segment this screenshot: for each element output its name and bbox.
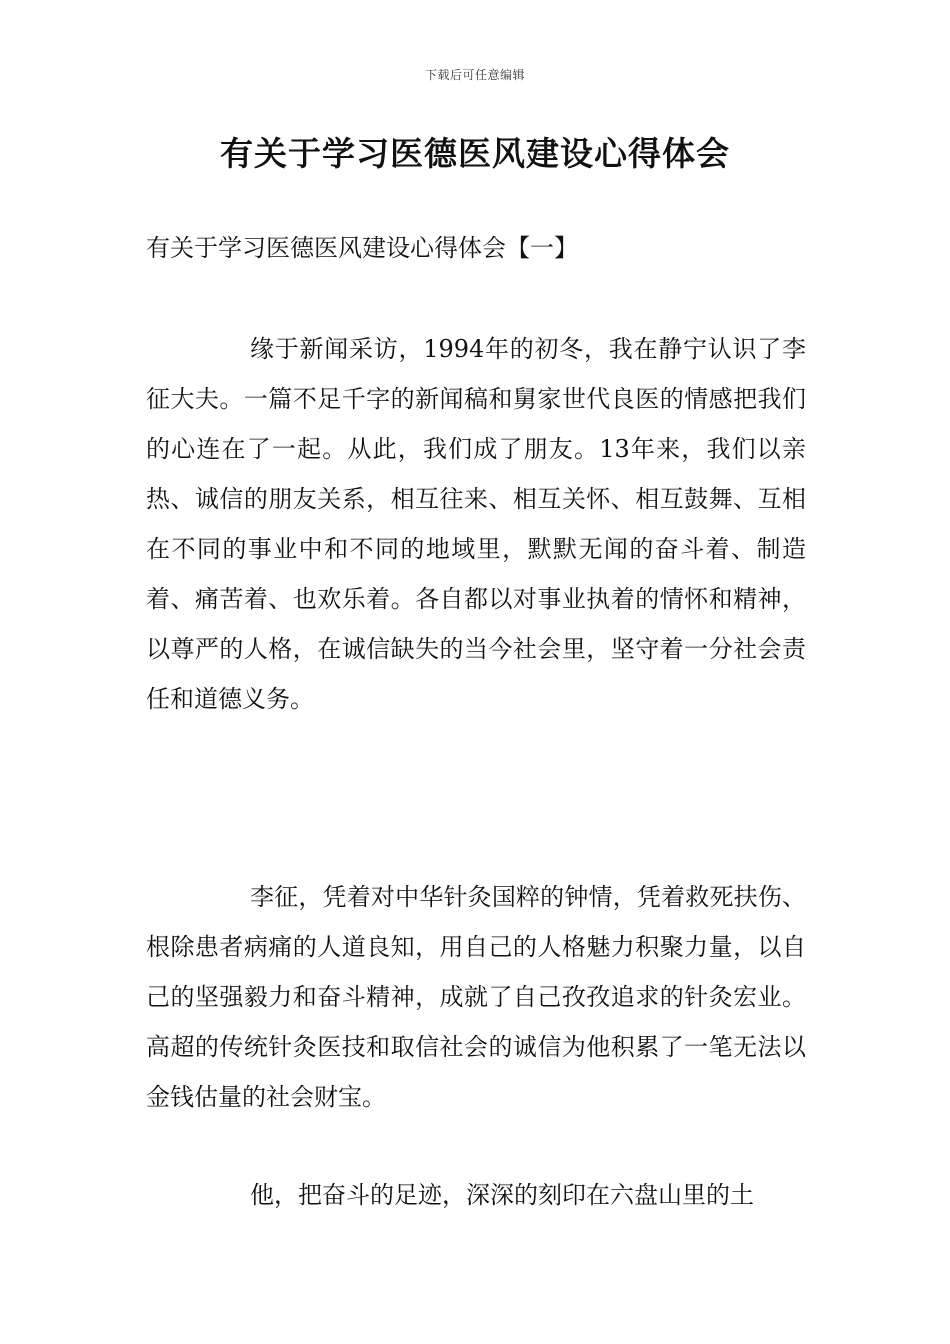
section-heading: 有关于学习医德医风建设心得体会【一】 xyxy=(146,234,578,262)
document-title: 有关于学习医德医风建设心得体会 xyxy=(220,134,730,173)
paragraph-2: 李征，凭着对中华针灸国粹的钟情，凭着救死扶伤、根除患者病痛的人道良知，用自己的人格魅力积聚力量，以自己的坚强毅力和奋斗精神，成就了自己孜孜追求的针灸宏业。高超的传统针灸医技和取信社会的诚信为他积累了一笔无法以金钱估量的社会财宝。 xyxy=(146,883,806,1111)
header-note: 下载后可任意编辑 xyxy=(424,68,525,82)
paragraph-1: 缘于新闻采访，1994年的初冬，我在静宁认识了李征大夫。一篇不足千字的新闻稿和舅家世代良医的情感把我们的心连在了一起。从此，我们成了朋友。13年来，我们以亲热、诚信的朋友关系，相互往来、相互关怀、相互鼓舞、互相在不同的事业中和不同的地域里，默默无闻的奋斗着、制造着、痛苦着、也欢乐着。各自都以对事业执着的情怀和精神，以尊严的人格，在诚信缺失的当今社会里，坚守着一分社会责任和道德义务。 xyxy=(146,335,806,713)
paragraph-3: 他，把奋斗的足迹，深深的刻印在六盘山里的土 xyxy=(250,1181,754,1209)
